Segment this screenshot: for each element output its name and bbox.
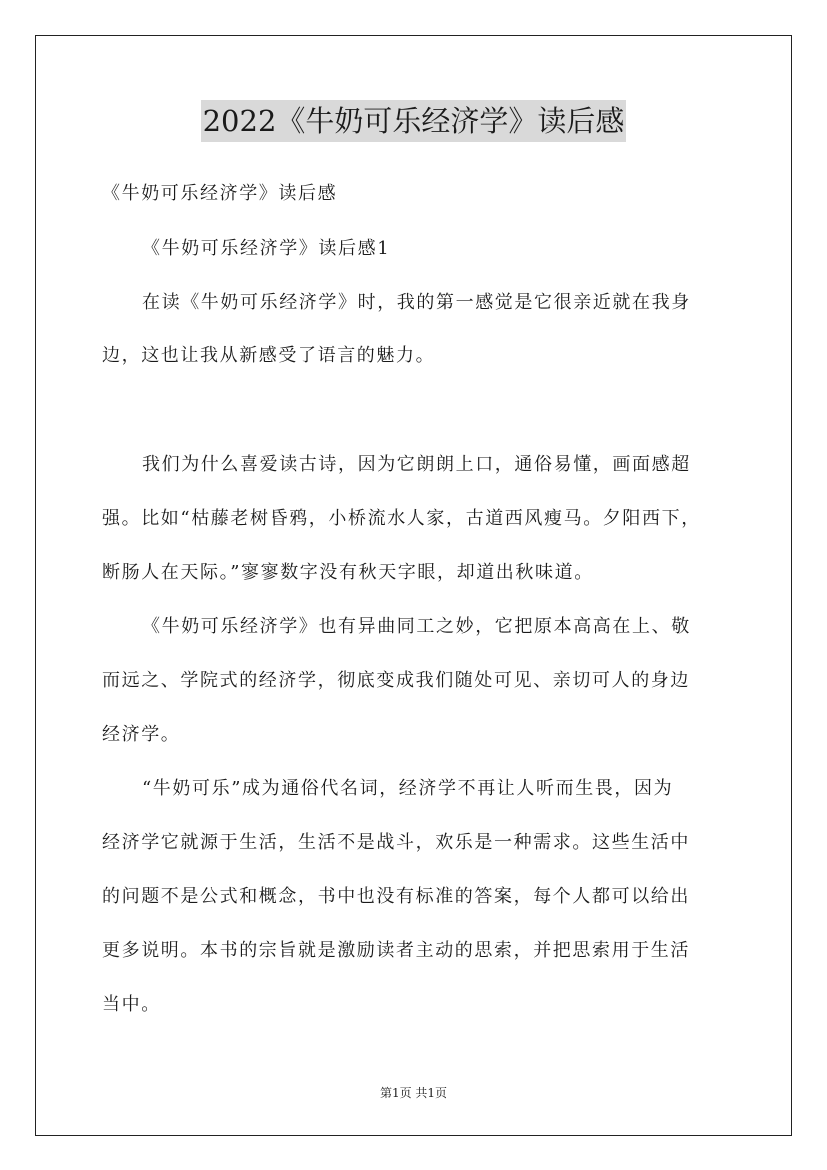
paragraph-4-line-2: 经济学它就源于生活，生活不是战斗，欢乐是一种需求。这些生活中 bbox=[102, 832, 690, 853]
section-heading: 《牛奶可乐经济学》读后感1 bbox=[142, 238, 391, 259]
paragraph-4-line-5: 当中。 bbox=[102, 994, 161, 1015]
paragraph-4-line-3: 的问题不是公式和概念，书中也没有标准的答案，每个人都可以给出 bbox=[102, 886, 690, 907]
page-footer: 第1页 共1页 bbox=[379, 1086, 448, 1100]
paragraph-3-line-3: 经济学。 bbox=[102, 724, 181, 745]
document-subtitle: 《牛奶可乐经济学》读后感 bbox=[102, 183, 338, 204]
paragraph-2-line-3: 断肠人在天际。”寥寥数字没有秋天字眼，却道出秋味道。 bbox=[102, 562, 594, 583]
paragraph-2-line-2: 强。比如“枯藤老树昏鸦，小桥流水人家，古道西风瘦马。夕阳西下， bbox=[102, 508, 701, 529]
paragraph-3-line-1: 《牛奶可乐经济学》也有异曲同工之妙，它把原本高高在上、敬 bbox=[142, 616, 691, 637]
paragraph-4-line-1: “牛奶可乐”成为通俗代名词，经济学不再让人听而生畏，因为 bbox=[142, 778, 674, 799]
paragraph-1-line-2: 边，这也让我从新感受了语言的魅力。 bbox=[102, 345, 436, 366]
paragraph-4-line-4: 更多说明。本书的宗旨就是激励读者主动的思索，并把思索用于生活 bbox=[102, 940, 690, 961]
document-title: 2022《牛奶可乐经济学》读后感 bbox=[201, 100, 627, 142]
paragraph-2-line-1: 我们为什么喜爱读古诗，因为它朗朗上口，通俗易懂，画面感超 bbox=[142, 454, 691, 475]
title-container bbox=[0, 100, 827, 142]
paragraph-3-line-2: 而远之、学院式的经济学，彻底变成我们随处可见、亲切可人的身边 bbox=[102, 670, 690, 691]
paragraph-1-line-1: 在读《牛奶可乐经济学》时，我的第一感觉是它很亲近就在我身 bbox=[142, 292, 691, 313]
